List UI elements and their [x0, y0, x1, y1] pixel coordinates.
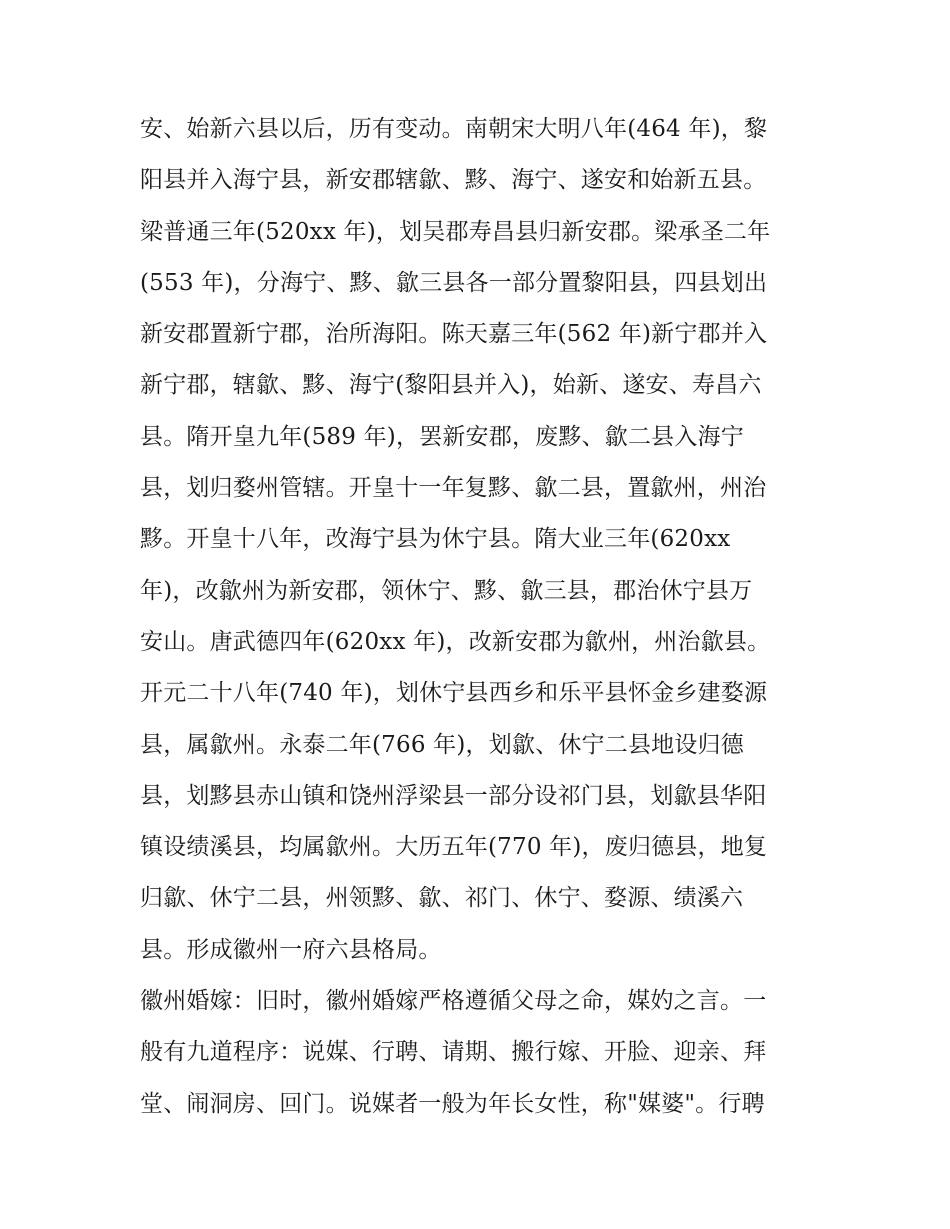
- text-line: 开元二十八年(740 年)，划休宁县西乡和乐平县怀金乡建婺源: [140, 680, 768, 707]
- text-line: 归歙、休宁二县，州领黟、歙、祁门、休宁、婺源、绩溪六: [140, 885, 744, 912]
- text-line: 新安郡置新宁郡，治所海阳。陈天嘉三年(562 年)新宁郡并入: [140, 321, 768, 348]
- text-line: 安、始新六县以后，历有变动。南朝宋大明八年(464 年)，黎: [140, 116, 768, 142]
- paragraph-start-line: 徽州婚嫁：旧时，徽州婚嫁严格遵循父母之命，媒妁之言。一: [140, 988, 767, 1015]
- text-line: 县。形成徽州一府六县格局。: [140, 936, 442, 963]
- text-line: 县，划黟县赤山镇和饶州浮梁县一部分设祁门县，划歙县华阳: [140, 782, 767, 809]
- text-line: 安山。唐武德四年(620xx 年)，改新安郡为歙州，州治歙县。: [140, 628, 771, 655]
- text-line: 堂、闹洞房、回门。说媒者一般为年长女性，称"媒婆"。行聘: [140, 1090, 765, 1117]
- text-line: 县，属歙州。永泰二年(766 年)，划歙、休宁二县地设归德: [140, 731, 744, 758]
- text-line: 阳县并入海宁县，新安郡辖歙、黟、海宁、遂安和始新五县。: [140, 167, 767, 194]
- text-line: 年)，改歙州为新安郡，领休宁、黟、歙三县，郡治休宁县万: [140, 577, 753, 604]
- text-line: 梁普通三年(520xx 年)，划吴郡寿昌县归新安郡。梁承圣二年: [140, 218, 771, 245]
- text-line: 般有九道程序：说媒、行聘、请期、搬行嫁、开脸、迎亲、拜: [140, 1039, 767, 1066]
- text-line: 新宁郡，辖歙、黟、海宁(黎阳县并入)，始新、遂安、寿昌六: [140, 372, 762, 399]
- text-line: 黟。开皇十八年，改海宁县为休宁县。隋大业三年(620xx: [140, 526, 731, 553]
- text-line: 镇设绩溪县，均属歙州。大历五年(770 年)，废归德县，地复: [140, 834, 768, 861]
- text-line: (553 年)，分海宁、黟、歙三县各一部分置黎阳县，四县划出: [140, 269, 768, 296]
- document-text-body: [140, 104, 830, 1130]
- text-line: 县，划归婺州管辖。开皇十一年复黟、歙二县，置歙州，州治: [140, 475, 767, 502]
- text-line: 县。隋开皇九年(589 年)，罢新安郡，废黟、歙二县入海宁: [140, 423, 744, 450]
